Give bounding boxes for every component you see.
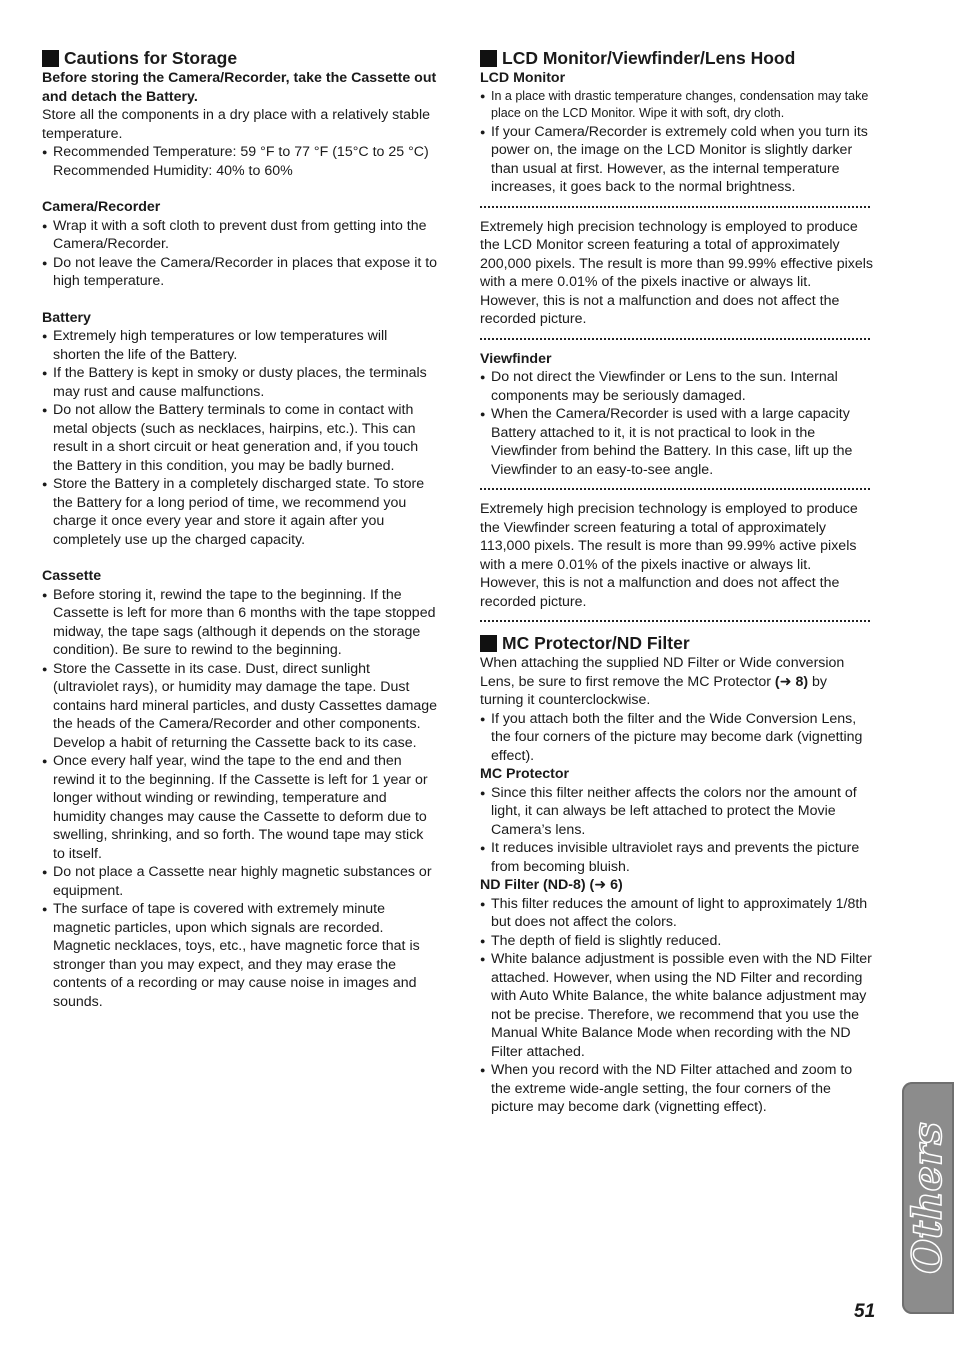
dotted-divider (480, 620, 870, 622)
dotted-divider (480, 338, 870, 340)
list-item: ● The surface of tape is covered with extremely minute magnetic particles, upon which signals are recorded. Magnetic necklaces, toys, etc., have magnetic force that is stronger than you may expect, and they may erase the contents of a recording or may cause noise in images and sounds. (42, 900, 438, 1011)
list-item: ● If you attach both the filter and the Wide Conversion Lens, the four corners of the picture may become dark (vignetting effect). (480, 710, 874, 766)
right-column (480, 47, 874, 1117)
mc-intro: When attaching the supplied ND Filter or Wide conversion Lens, be sure to first remove the MC Protector (➜ 8) by turning it counterclockwise. (480, 655, 845, 708)
list-item: ● It reduces invisible ultraviolet rays and prevents the picture from becoming bluish. (480, 839, 874, 876)
section-tab-label: Others (903, 1122, 951, 1274)
section-tab (902, 1082, 954, 1314)
camera-bullets (42, 217, 438, 291)
lcd-note: Extremely high precision technology is employed to produce the LCD Monitor screen featuring a total of approximately 200,000 pixels. The result is more than 99.99% effective pixels with a mere 0.01% of the pixels inactive or always lit. However, this is not a malfunction and does not affect the recorded picture. (480, 218, 874, 327)
storage-lead: Before storing the Camera/Recorder, take the Cassette out and detach the Battery. (42, 70, 437, 105)
dotted-divider (480, 488, 870, 490)
cassette-bullets (42, 586, 438, 1012)
list-item: ● Store the Battery in a completely discharged state. To store the Battery for a long period of time, we recommend you charge it once every year and store it again after you completely use up the charged capacity. (42, 475, 438, 549)
nd-filter-bullets (480, 895, 874, 1117)
lcd-section-title: LCD Monitor/Viewfinder/Lens Hood (480, 47, 874, 69)
list-item: ● Do not allow the Battery terminals to come in contact with metal objects (such as necklaces, hairpins, etc.). This can result in a short circuit or heat generation and, if you touch the Battery in this condition, you may be badly burned. (42, 401, 438, 475)
lcd-bullets (480, 88, 874, 197)
mc-section-title: MC Protector/ND Filter (480, 632, 874, 654)
camera-heading: Camera/Recorder (42, 199, 161, 215)
storage-bullets (42, 143, 438, 180)
left-column (42, 47, 438, 1011)
list-item: ● White balance adjustment is possible even with the ND Filter attached. However, when using the ND Filter and recording with Auto White Balance, the white balance adjustment may not be precise. Therefore, we recommend that you use the Manual White Balance Mode when recording with the ND Filter attached. (480, 950, 874, 1061)
cassette-heading: Cassette (42, 568, 102, 584)
list-item: ● Do not place a Cassette near highly magnetic substances or equipment. (42, 863, 438, 900)
nd-filter-heading: ND Filter (ND-8) (➜ 6) (480, 877, 623, 893)
battery-bullets (42, 327, 438, 549)
list-item: ● When the Camera/Recorder is used with a large capacity Battery attached to it, it is not practical to look in the Viewfinder from behind the Battery. In this case, lift up the Viewfinder to an easy-to-see angle. (480, 405, 874, 479)
list-item: ● In a place with drastic temperature changes, condensation may take place on the LCD Monitor. Wipe it with soft, dry cloth. (480, 88, 874, 123)
list-item: ● Do not direct the Viewfinder or Lens to the sun. Internal components may be seriously damaged. (480, 368, 874, 405)
viewfinder-bullets (480, 368, 874, 479)
square-bullet-icon (480, 50, 497, 67)
mc-protector-heading: MC Protector (480, 766, 570, 782)
dotted-divider (480, 206, 870, 208)
page-number: 51 (854, 1301, 876, 1322)
battery-heading: Battery (42, 309, 91, 326)
list-item: ● If the Battery is kept in smoky or dusty places, the terminals may rust and cause malfunctions. (42, 364, 438, 401)
list-item: ● Extremely high temperatures or low temperatures will shorten the life of the Battery. (42, 327, 438, 364)
list-item: ● Store the Cassette in its case. Dust, direct sunlight (ultraviolet rays), or humidity may damage the tape. Dust contains hard mineral particles, and dusty Cassettes damage the heads of the Camera/Recorder and other components. Develop a habit of returning the Cassette back to its case. (42, 660, 438, 753)
list-item: ● If your Camera/Recorder is extremely cold when you turn its power on, the image on the LCD Monitor is slightly darker than usual at first. However, as the internal temperature increases, it goes back to the normal brightness. (480, 123, 874, 197)
storage-section-title: Cautions for Storage (42, 47, 438, 69)
list-item: ● Do not leave the Camera/Recorder in places that expose it to high temperature. (42, 254, 438, 291)
list-item: ● The depth of field is slightly reduced. (480, 932, 874, 951)
mc-bullets (480, 710, 874, 766)
square-bullet-icon (480, 635, 497, 652)
viewfinder-heading: Viewfinder (480, 350, 552, 367)
list-item: ● Before storing it, rewind the tape to the beginning. If the Cassette is left for more than 6 months with the tape stopped midway, the tape sags (although it depends on the storage condition). Be sure to rewind to the beginning. (42, 586, 438, 660)
viewfinder-note: Extremely high precision technology is employed to produce the Viewfinder screen featuring a total of approximately 113,000 pixels. The result is more than 99.99% active pixels with a mere 0.01% of the pixels inactive or always lit. However, this is not a malfunction and does not affect the recorded picture. (480, 501, 858, 610)
mc-protector-bullets (480, 784, 874, 877)
list-item: ● This filter reduces the amount of light to approximately 1/8th but does not affect the colors. (480, 895, 874, 932)
list-item: ● Recommended Temperature: 59 °F to 77 °F (15°C to 25 °C) Recommended Humidity: 40% to 60% (42, 143, 438, 180)
list-item: ● Wrap it with a soft cloth to prevent dust from getting into the Camera/Recorder. (42, 217, 438, 254)
storage-intro: Store all the components in a dry place with a relatively stable temperature. (42, 107, 430, 142)
page-reference: (➜ 8) (774, 673, 809, 690)
list-item: ● Since this filter neither affects the colors nor the amount of light, it can always be left attached to protect the Movie Camera’s lens. (480, 784, 874, 840)
list-item: ● When you record with the ND Filter attached and zoom to the extreme wide-angle setting, the four corners of the picture may become dark (vignetting effect). (480, 1061, 874, 1117)
lcd-heading: LCD Monitor (480, 70, 566, 86)
square-bullet-icon (42, 50, 59, 67)
list-item: ● Once every half year, wind the tape to the end and then rewind it to the beginning. If the Cassette is left for 1 year or longer without winding or rewinding, temperature and humidity changes may cause the Cassette to deform due to swelling, shrinking, and so forth. The wound tape may stick to itself. (42, 752, 438, 863)
